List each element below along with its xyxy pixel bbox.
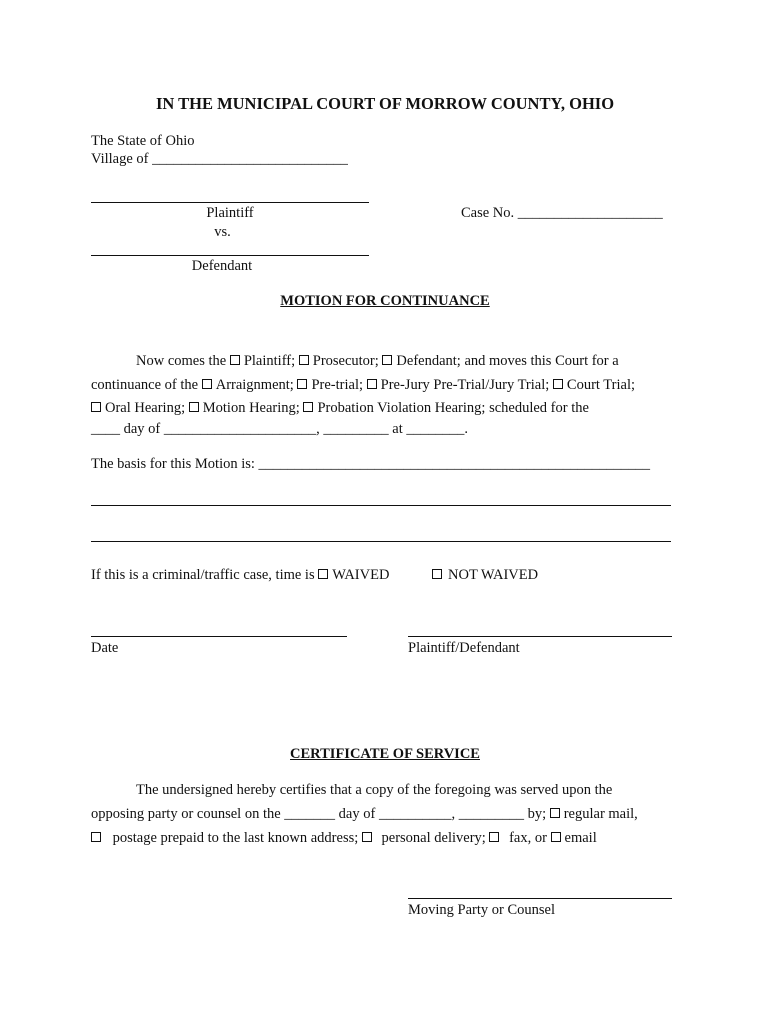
- plaintiff-checkbox[interactable]: [230, 355, 240, 365]
- state-label: The State of Ohio: [91, 133, 195, 149]
- motion-hearing-checkbox[interactable]: [189, 402, 199, 412]
- village-field[interactable]: Village of ___________________________: [91, 151, 348, 167]
- plaintiff-option: Plaintiff;: [243, 353, 296, 369]
- time-waiver-intro: If this is a criminal/traffic case, time is: [91, 567, 315, 583]
- prejury-option: Pre-Jury Pre-Trial/Jury Trial;: [380, 377, 550, 393]
- moving-party-signature-line[interactable]: [408, 898, 672, 899]
- date-signature-line[interactable]: [91, 636, 347, 637]
- personal-delivery-option: personal delivery;: [381, 830, 486, 846]
- fax-option: fax, or: [509, 830, 547, 846]
- date-label: Date: [91, 640, 119, 656]
- postage-checkbox[interactable]: [91, 832, 101, 842]
- schedule-date-field[interactable]: ____ day of _____________________, _________ at ________.: [91, 421, 468, 437]
- plaintiff-line[interactable]: [91, 202, 369, 203]
- case-number-field[interactable]: Case No. ____________________: [461, 205, 663, 221]
- basis-line-2[interactable]: [91, 505, 671, 506]
- probation-option: Probation Violation Hearing; scheduled for the: [317, 400, 589, 416]
- oral-hearing-option: Oral Hearing;: [105, 400, 186, 416]
- moving-party-label: Moving Party or Counsel: [408, 902, 556, 918]
- regular-mail-option: regular mail,: [563, 806, 638, 822]
- defendant-line[interactable]: [91, 255, 369, 256]
- waived-checkbox[interactable]: [318, 569, 328, 579]
- motion-heading: MOTION FOR CONTINUANCE: [280, 293, 490, 309]
- certificate-line-2: [91, 806, 638, 823]
- defendant-option: Defendant; and moves this Court for a: [396, 353, 619, 369]
- motion-line-2: [91, 377, 635, 394]
- plaintiff-label: Plaintiff: [206, 205, 254, 221]
- arraignment-option: Arraignment;: [215, 377, 294, 393]
- postage-option: postage prepaid to the last known address;: [112, 830, 359, 846]
- motion-hearing-option: Motion Hearing;: [202, 400, 300, 416]
- versus-label: vs.: [214, 224, 231, 240]
- certificate-line-1: The undersigned hereby certifies that a copy of the foregoing was served upon the: [136, 782, 613, 798]
- prosecutor-checkbox[interactable]: [299, 355, 309, 365]
- defendant-checkbox[interactable]: [382, 355, 392, 365]
- plaintiff-defendant-label: Plaintiff/Defendant: [408, 640, 520, 656]
- not-waived-checkbox[interactable]: [432, 569, 442, 579]
- motion-line-1: [136, 353, 619, 370]
- regular-mail-checkbox[interactable]: [550, 808, 560, 818]
- motion-line-3: [91, 400, 589, 417]
- motion-intro-text: Now comes the: [136, 353, 227, 369]
- email-option: email: [564, 830, 597, 846]
- pretrial-option: Pre-trial;: [311, 377, 364, 393]
- waived-option: WAIVED: [332, 567, 390, 583]
- certificate-line-3: [91, 830, 597, 847]
- probation-checkbox[interactable]: [303, 402, 313, 412]
- arraignment-checkbox[interactable]: [202, 379, 212, 389]
- pretrial-checkbox[interactable]: [297, 379, 307, 389]
- continuance-intro-text: continuance of the: [91, 377, 199, 393]
- fax-checkbox[interactable]: [489, 832, 499, 842]
- court-trial-checkbox[interactable]: [553, 379, 563, 389]
- basis-line-3[interactable]: [91, 541, 671, 542]
- email-checkbox[interactable]: [551, 832, 561, 842]
- plaintiff-defendant-signature-line[interactable]: [408, 636, 672, 637]
- prosecutor-option: Prosecutor;: [312, 353, 379, 369]
- court-title: IN THE MUNICIPAL COURT OF MORROW COUNTY, OHIO: [155, 94, 615, 113]
- time-waiver-line: [91, 567, 389, 584]
- service-date-field[interactable]: opposing party or counsel on the _______ day of __________, _________ by;: [91, 806, 547, 822]
- defendant-label: Defendant: [191, 258, 253, 274]
- certificate-heading: CERTIFICATE OF SERVICE: [290, 746, 480, 762]
- basis-field[interactable]: The basis for this Motion is: ______________________________________________________: [91, 456, 651, 472]
- court-trial-option: Court Trial;: [566, 377, 635, 393]
- oral-hearing-checkbox[interactable]: [91, 402, 101, 412]
- personal-delivery-checkbox[interactable]: [362, 832, 372, 842]
- not-waived-group: [432, 567, 538, 584]
- prejury-checkbox[interactable]: [367, 379, 377, 389]
- not-waived-option: NOT WAIVED: [448, 567, 539, 583]
